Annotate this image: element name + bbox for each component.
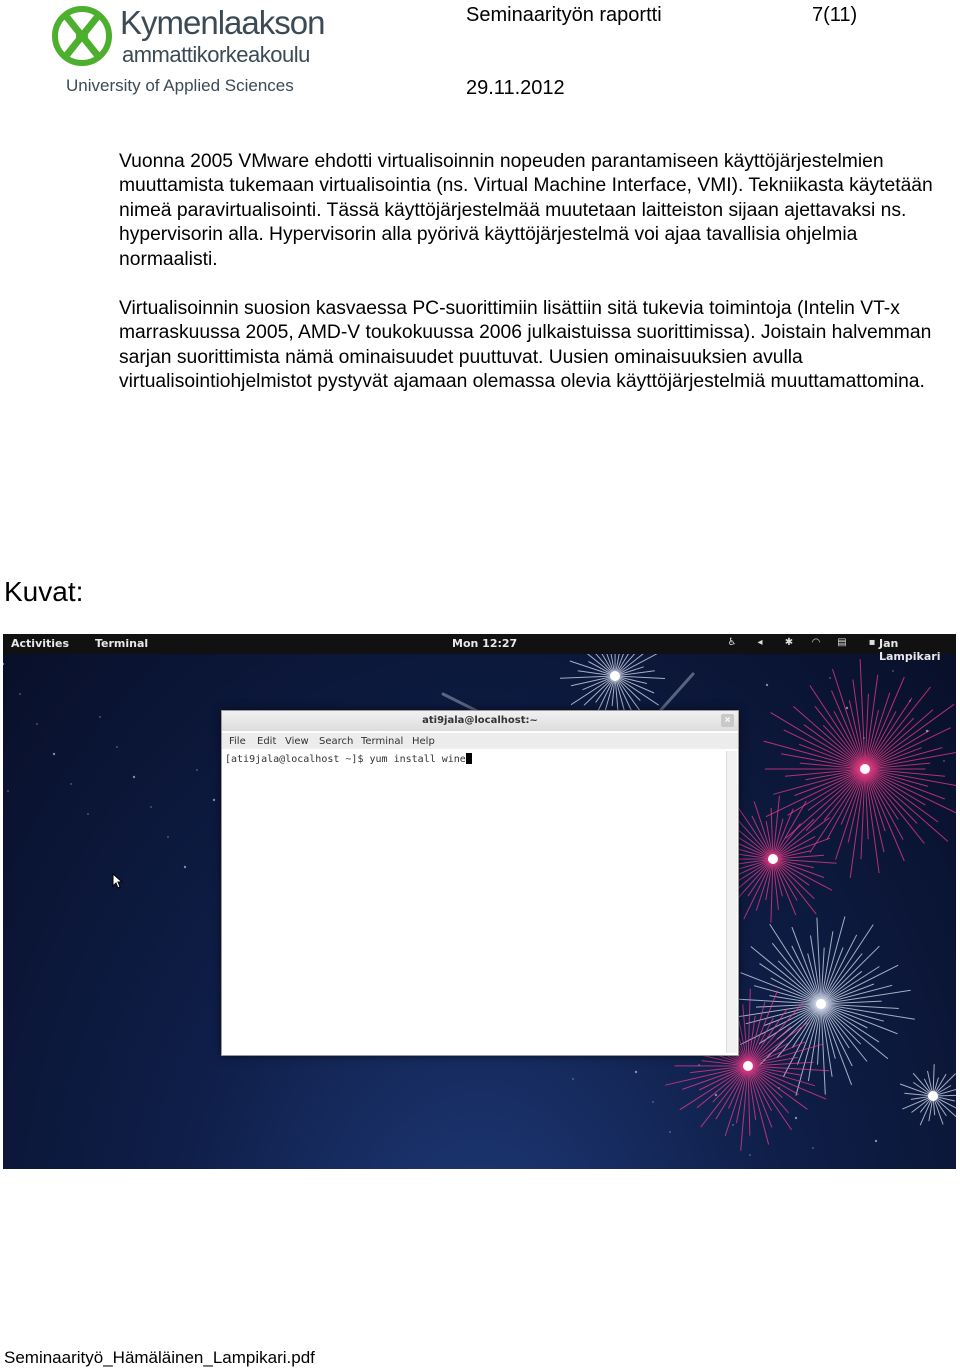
- document-title: Seminaarityön raportti: [466, 4, 662, 26]
- prompt-text: [ati9jala@localhost ~]$ yum install wine: [225, 754, 466, 765]
- page-number: 7(11): [812, 4, 858, 26]
- star: [19, 693, 20, 694]
- menu-search[interactable]: Search: [319, 736, 354, 747]
- menu-view[interactable]: View: [285, 736, 309, 747]
- star: [70, 783, 71, 784]
- wifi-icon[interactable]: ◠: [812, 637, 820, 648]
- star: [213, 799, 215, 801]
- star: [698, 1064, 699, 1065]
- user-menu[interactable]: Jan Lampikari: [879, 637, 941, 663]
- star: [909, 700, 910, 701]
- app-menu-terminal[interactable]: Terminal: [95, 637, 149, 650]
- star: [863, 737, 864, 738]
- firework-burst: [900, 1064, 956, 1125]
- terminal-window[interactable]: [221, 710, 739, 1056]
- menu-terminal[interactable]: Terminal: [361, 736, 404, 747]
- volume-icon[interactable]: ◂: [757, 637, 763, 648]
- star: [184, 866, 186, 868]
- star: [766, 684, 768, 686]
- star: [875, 1140, 877, 1142]
- star: [812, 1147, 813, 1148]
- paragraph-vmi: Vuonna 2005 VMware ehdotti virtualisoinnin nopeuden parantamiseen käyttöjärjestelmien muuttamista tukemaan virtualisointia (ns. Virtual Machine Interface, VMI). Tekniikasta käytetään nimeä paravirtualisointi. Tässä käyttöjärjestelmää muutetaan laitteiston sijaan ajettavaksi ns. hypervisorin alla. Hypervisorin alla pyörivä käyttöjärjestelmä voi ajaa tavallisia ohjelmia normaalisti.: [119, 151, 933, 270]
- document-date: 29.11.2012: [466, 77, 565, 99]
- footer-filename: Seminaarityö_Hämäläinen_Lampikari.pdf: [4, 1348, 315, 1367]
- star: [150, 806, 151, 807]
- logo-name-line1: Kymenlaakson: [120, 4, 325, 41]
- terminal-title: ati9jala@localhost:~: [222, 711, 738, 731]
- text-cursor: [466, 753, 472, 764]
- clipboard-icon[interactable]: ▤: [837, 637, 847, 648]
- close-icon[interactable]: ×: [721, 714, 734, 727]
- gnome-top-bar: [3, 634, 956, 663]
- star: [926, 730, 928, 732]
- star: [943, 760, 944, 761]
- star: [732, 1124, 733, 1125]
- star: [669, 1131, 670, 1132]
- user-icon[interactable]: ▪: [868, 637, 876, 648]
- accessibility-icon[interactable]: ♿: [727, 637, 737, 648]
- star: [778, 1087, 779, 1088]
- star: [892, 670, 893, 671]
- university-logo: [50, 2, 325, 98]
- star: [749, 1154, 750, 1155]
- menu-edit[interactable]: Edit: [257, 736, 277, 747]
- star: [846, 707, 848, 709]
- clock[interactable]: Mon 12:27: [452, 637, 518, 650]
- figures-heading: Kuvat:: [4, 576, 84, 607]
- star: [652, 1101, 653, 1102]
- desktop-screenshot: [3, 634, 956, 1169]
- terminal-scrollbar[interactable]: [726, 751, 737, 1053]
- star: [116, 746, 117, 747]
- star: [829, 677, 830, 678]
- star: [795, 1117, 797, 1119]
- bluetooth-icon[interactable]: ✱: [784, 637, 794, 648]
- terminal-prompt-line: [225, 753, 472, 765]
- star: [36, 723, 37, 724]
- star: [53, 753, 55, 755]
- activities-button[interactable]: Activities: [11, 637, 70, 650]
- star: [167, 836, 168, 837]
- star: [3, 663, 4, 665]
- menu-file[interactable]: File: [229, 736, 246, 747]
- terminal-menubar: [222, 733, 738, 749]
- star: [715, 1094, 717, 1096]
- logo-name-line3: University of Applied Sciences: [66, 76, 294, 95]
- star: [572, 1078, 573, 1079]
- terminal-output[interactable]: [224, 751, 724, 1053]
- star: [99, 716, 100, 717]
- star: [87, 813, 88, 814]
- star: [635, 1071, 637, 1073]
- mouse-pointer-icon: [112, 873, 124, 889]
- star: [133, 776, 135, 778]
- menu-help[interactable]: Help: [412, 736, 435, 747]
- star: [7, 790, 8, 791]
- paragraph-hardware-support: Virtualisoinnin suosion kasvaessa PC-suorittimiin lisättiin sitä tukevia toimintoja (Intelin VT-x marraskuussa 2005, AMD-V toukokuussa 2006 julkaistuissa suorittimissa). Joistain halvemman sarjan suorittimista nämä ominaisuudet puuttuvat. Uusien ominaisuuksien avulla virtualisointiohjelmistot pystyvät ajamaan olemassa olevia käyttöjärjestelmiä muuttamattomina.: [119, 298, 932, 393]
- star: [196, 769, 197, 770]
- logo-mark-icon: [52, 2, 112, 70]
- logo-name-line2: ammattikorkeakoulu: [122, 42, 310, 67]
